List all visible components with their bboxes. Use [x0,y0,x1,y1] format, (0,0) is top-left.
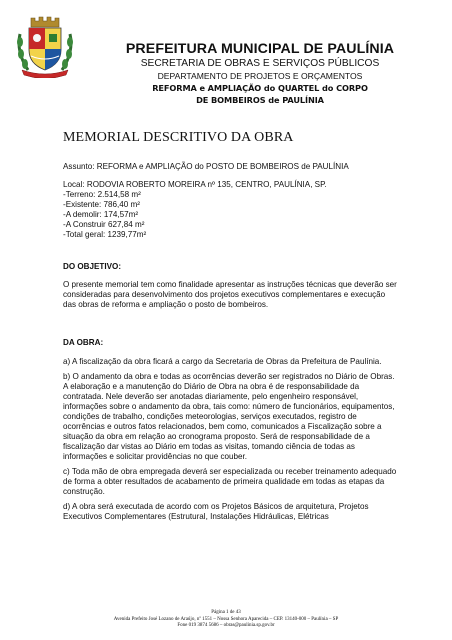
secretaria-subtitle: SECRETARIA DE OBRAS E SERVIÇOS PÚBLICOS [140,58,380,69]
construir-line: -A Construir 627,84 m² [63,220,145,229]
footer-address: Avenida Prefeito José Lozano de Araújo, nº 1551 – Nossa Senhora Aparecida – CEP. 13140-000 – Paulínia – SP [113,616,339,622]
obra-heading: DA OBRA: [63,338,104,347]
objetivo-heading: DO OBJETIVO: [63,262,122,271]
obra-paragraph-b: b) O andamento da obra e todas as ocorrências deverão ser registrados no Diário de Obras. A elaboração e a manutenção do Diário de Obra na obra é de responsabilidade da contratada. Nele deverão ser anotadas diariamente, pelo engenheiro responsável, informações sobre o andamento da obra, tais como: número de funcionários, equipamentos, condições de trabalho, condições meteorologias, serviços executados, registro de ocorrências e outros fatos relacionados, bem como, comunicados a Fiscalização sobre a situação da obra em relação ao cronograma proposto. Será de responsabilidade de a fiscalização dar vistas ao Diário em todas as visitas, tomando ciência de todas as informações e solicitar providências no que couber. [63,372,395,461]
page-footer [60,610,392,630]
municipal-crest-logo [14,12,76,78]
obra-paragraph-d: d) A obra será executada de acordo com os Projetos Básicos de arquitetura, Projetos Executivos Complementares (Estrutural, Instalações Hidráulicas, Elétricas [63,502,369,521]
objetivo-paragraph: O presente memorial tem como finalidade apresentar as instruções técnicas que deverão ser consideradas para desenvolvimento dos projetos executivos complementares e execução das obras de reforma e ampliação o posto de bombeiros. [63,280,397,309]
obra-paragraph-a: a) A fiscalização da obra ficará a cargo da Secretaria de Obras da Prefeitura de Paulínia. [63,357,382,366]
obra-section [63,338,397,522]
total-line: -Total geral: 1239,77m² [63,230,147,239]
local-line: Local: RODOVIA ROBERTO MOREIRA nº 135, CENTRO, PAULÍNIA, SP. [63,180,327,189]
terreno-line: -Terreno: 2.514,58 m² [63,190,141,199]
obra-paragraph-c: c) Toda mão de obra empregada deverá ser especializada ou receber treinamento adequado de forma a obter resultados de acabamento de primeira qualidade em todas as etapas da construção. [63,467,397,496]
project-title-line1: REFORMA e AMPLIAÇÃO do QUARTEL do CORPO [152,83,368,93]
prefeitura-title: PREFEITURA MUNICIPAL DE PAULÍNIA [125,41,395,57]
footer-page-number: Página 1 de 43 [211,610,241,615]
document-title: MEMORIAL DESCRITIVO DA OBRA [63,130,294,145]
objetivo-section [63,262,397,310]
info-block [63,162,397,240]
project-title-line2: DE BOMBEIROS de PAULÍNIA [196,95,324,105]
existente-line: -Existente: 786,40 m² [63,200,140,209]
demolir-line: -A demolir: 174,57m² [63,210,139,219]
departamento-subtitle: DEPARTAMENTO DE PROJETOS E ORÇAMENTOS [157,71,363,81]
footer-contact: Fone 019 3874 5686 – obras@paulinia.sp.gov.br [177,623,275,628]
assunto-line: Assunto: REFORMA e AMPLIAÇÃO do POSTO DE BOMBEIROS de PAULÍNIA [63,162,349,171]
